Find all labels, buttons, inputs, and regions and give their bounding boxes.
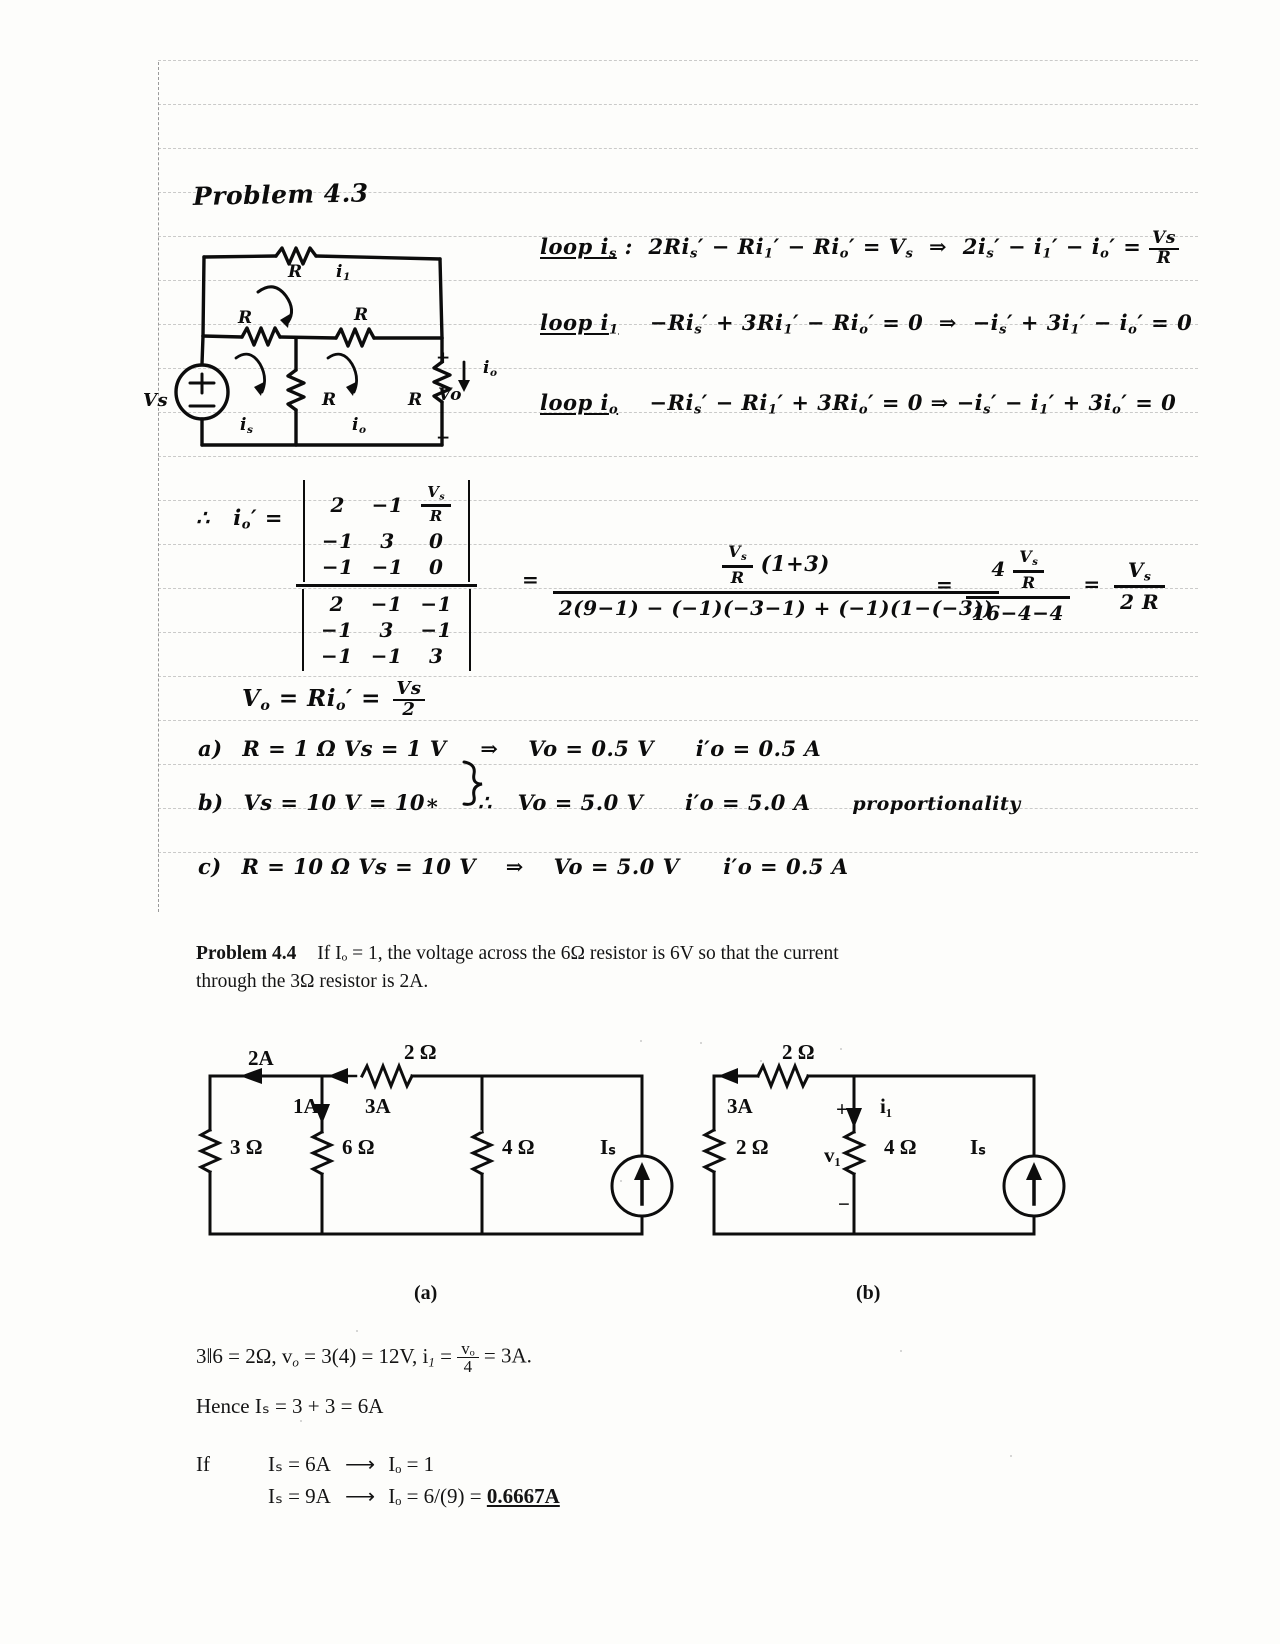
label-resistor-2ohm-a: 2 Ω xyxy=(404,1040,437,1064)
mesh-current-io-outer: $i_o$ xyxy=(483,358,498,379)
circuit-source-label: Vs xyxy=(143,390,169,411)
step4-equals: = xyxy=(1083,572,1101,597)
label-resistor-6ohm: 6 Ω xyxy=(342,1135,375,1159)
notebook-rule-line xyxy=(158,676,1198,677)
label-resistor-4ohm-b: 4 Ω xyxy=(884,1135,917,1159)
answer-a-given: R = 1 Ω Vs = 1 V xyxy=(242,736,447,761)
vo-plus-sign: + xyxy=(436,348,451,368)
loop-io-body: $-Ri_s' - Ri_1' + 3Ri_o' = 0$ ⇒ $-i_s' - i_1' + 3i_o' = 0$ xyxy=(625,390,1177,418)
scan-speck xyxy=(760,1060,762,1062)
answer-c-letter: c) xyxy=(198,854,222,879)
answer-row-c xyxy=(198,854,849,879)
cramer-lead: ∴ $i_o'$ = xyxy=(196,505,283,533)
notebook-rule-line xyxy=(158,148,1198,149)
numerator-determinant: 2 −1 $\frac{V_s}{R}$ −1 3 0 −1 −1 0 xyxy=(303,480,470,582)
loop-io-name: loop $i_o$ xyxy=(540,390,619,418)
notebook-rule-line xyxy=(158,104,1198,105)
mesh-current-i1: $i_1$ xyxy=(336,262,351,283)
solution-line-1: 3‖6 = 2Ω, $v_o = 3(4) = 12V$, $i_1$ = $\frac{\text{vₒ}}{4}$ = 3A. xyxy=(196,1339,532,1377)
handdrawn-circuit-43 xyxy=(196,240,456,450)
answer-row-b xyxy=(198,790,1021,815)
label-source-is-a: Iₛ xyxy=(600,1135,617,1159)
vo-minus-sign: − xyxy=(436,428,451,448)
label-resistor-4ohm-a: 4 Ω xyxy=(502,1135,535,1159)
brace-glyph xyxy=(458,760,484,806)
step3-equals: = xyxy=(936,572,954,597)
step3-fraction: 4 $\frac{V_s}{R}$ 16−4−4 xyxy=(966,545,1070,627)
notebook-rule-line xyxy=(158,852,1198,853)
solution-if-label: If xyxy=(196,1452,210,1476)
loop-is-rhs-fraction: $\frac{Vs}{R}$ xyxy=(1149,230,1179,268)
scan-speck xyxy=(900,1350,902,1352)
label-current-3a-b: 3A xyxy=(727,1094,753,1118)
problem-44-statement-line2: through the 3Ω resistor is 2A. xyxy=(196,971,429,992)
notebook-rule-line xyxy=(158,60,1198,61)
scan-speck xyxy=(480,1130,482,1132)
loop-equation-i1 xyxy=(540,310,1192,338)
answer-b-io: i′o = 5.0 A xyxy=(685,790,811,815)
loop-i1-name: loop $i_1$ xyxy=(540,310,619,338)
answer-a-letter: a) xyxy=(198,736,223,761)
problem-43-title: Problem 4.3 xyxy=(192,178,369,211)
solution-fraction: $\frac{\text{vₒ}}{4}$ xyxy=(457,1340,478,1376)
answer-a-arrow: ⇒ xyxy=(480,736,499,761)
answer-b-note: proportionality xyxy=(852,793,1021,815)
row2-left: Iₛ = 9A xyxy=(268,1484,330,1508)
label-current-2a: 2A xyxy=(248,1046,274,1070)
row1-right: Iₒ = 1 xyxy=(388,1452,435,1476)
label-current-3a: 3A xyxy=(365,1094,391,1118)
answer-c-arrow: ⇒ xyxy=(505,854,524,879)
loop-is-body: : $2Ri_s' - Ri_1' - Ri_o' = V_s$ ⇒ $2i_s' - i_1' - i_o'$ = xyxy=(624,234,1142,262)
solution-row-1 xyxy=(268,1450,434,1480)
step2-fraction: $\frac{V_s}{R}$ (1+3) 2(9−1) − (−1)(−3−1) + (−1)(1−(−3)) xyxy=(553,540,999,622)
caption-a: (a) xyxy=(414,1282,438,1304)
row1-left: Iₛ = 6A xyxy=(268,1452,330,1476)
row2-arrow: ⟶ xyxy=(344,1484,374,1508)
therefore-symbol: ∴ xyxy=(196,505,210,530)
problem-44-statement-line1 xyxy=(196,940,839,968)
label-minus-sign-b: − xyxy=(838,1192,850,1216)
loop-i1-body: $-Ri_s' + 3Ri_1' - Ri_o' = 0$ ⇒ $-i_s' + 3i_1' - i_o' = 0$ xyxy=(626,310,1193,338)
resistor-label-left: R xyxy=(238,308,253,328)
label-resistor-2ohm-b: 2 Ω xyxy=(782,1040,815,1064)
answer-b-vo: Vo = 5.0 V xyxy=(517,790,644,815)
step4-fraction: $\frac{V_s}{2 R}$ xyxy=(1114,556,1165,616)
mesh-current-is: $i_s$ xyxy=(240,415,254,436)
final-answer: 0.6667A xyxy=(486,1484,560,1508)
vo-fraction: $\frac{Vs}{2}$ xyxy=(393,680,424,720)
scan-speck xyxy=(300,1420,302,1422)
label-plus-sign-b: + xyxy=(836,1097,848,1121)
caption-b: (b) xyxy=(856,1282,881,1304)
scan-speck xyxy=(1010,1455,1012,1457)
resistor-label-top: R xyxy=(288,262,303,282)
label-voltage-v1: v₁ xyxy=(824,1143,841,1167)
scan-speck xyxy=(640,1040,642,1042)
label-current-1a: 1A xyxy=(293,1094,319,1118)
cramer-step3 xyxy=(936,545,1165,627)
scan-speck xyxy=(700,1042,702,1044)
denominator-determinant: 2 −1 −1 −1 3 −1 −1 −1 3 xyxy=(302,589,471,671)
notebook-rule-line xyxy=(158,764,1198,765)
cramer-step2 xyxy=(522,540,999,622)
vo-label: Vo xyxy=(438,385,462,405)
label-resistor-2ohm-left-b: 2 Ω xyxy=(736,1135,769,1159)
answer-c-given: R = 10 Ω Vs = 10 V xyxy=(241,854,476,879)
loop-equation-io xyxy=(540,390,1176,418)
resistor-label-shunt: R xyxy=(322,390,337,410)
answer-a-vo: Vo = 0.5 V xyxy=(528,736,654,761)
cramer-main-fraction xyxy=(296,478,477,673)
row1-arrow: ⟶ xyxy=(344,1452,374,1476)
notebook-rule-line xyxy=(158,456,1198,457)
answer-b-given: Vs = 10 V = 10∗ xyxy=(243,790,441,815)
answer-a-io: i′o = 0.5 A xyxy=(695,736,822,761)
answer-b-arrow: ∴ xyxy=(477,790,492,815)
scan-speck xyxy=(356,1330,358,1332)
label-resistor-3ohm: 3 Ω xyxy=(230,1135,263,1159)
answer-row-a xyxy=(198,736,821,761)
scan-speck xyxy=(840,1048,842,1050)
row2-right: Iₒ = 6/(9) = xyxy=(388,1484,487,1508)
label-source-is-b: Iₛ xyxy=(970,1135,987,1159)
problem-44-heading: Problem 4.4 xyxy=(196,943,297,964)
resistor-label-mid: R xyxy=(354,305,369,325)
label-current-i1: i₁ xyxy=(880,1094,893,1118)
notebook-margin-line xyxy=(158,62,159,912)
resistor-label-out: R xyxy=(408,390,423,410)
problem-44-text1: If Iₒ = 1, the voltage across the 6Ω resistor is 6V so that the current xyxy=(317,943,839,964)
answer-c-vo: Vo = 5.0 V xyxy=(553,854,680,879)
vo-equation: $V_o = Ri_o'$ = $\frac{Vs}{2}$ xyxy=(242,680,425,720)
answer-b-letter: b) xyxy=(198,790,224,815)
mesh-current-io: $i_o$ xyxy=(352,415,367,436)
scan-speck xyxy=(620,1180,622,1182)
step2-equals: = xyxy=(522,567,540,592)
solution-row-2 xyxy=(268,1482,560,1512)
answer-c-io: i′o = 0.5 A xyxy=(723,854,849,879)
notebook-rule-line xyxy=(158,720,1198,721)
loop-is-name: loop $i_s$ xyxy=(540,234,617,262)
loop-equation-is xyxy=(540,230,1179,268)
solution-line-2: Hence Iₛ = 3 + 3 = 6A xyxy=(196,1394,384,1418)
cramer-quotient xyxy=(296,478,477,673)
cramer-equals: = xyxy=(264,505,283,530)
